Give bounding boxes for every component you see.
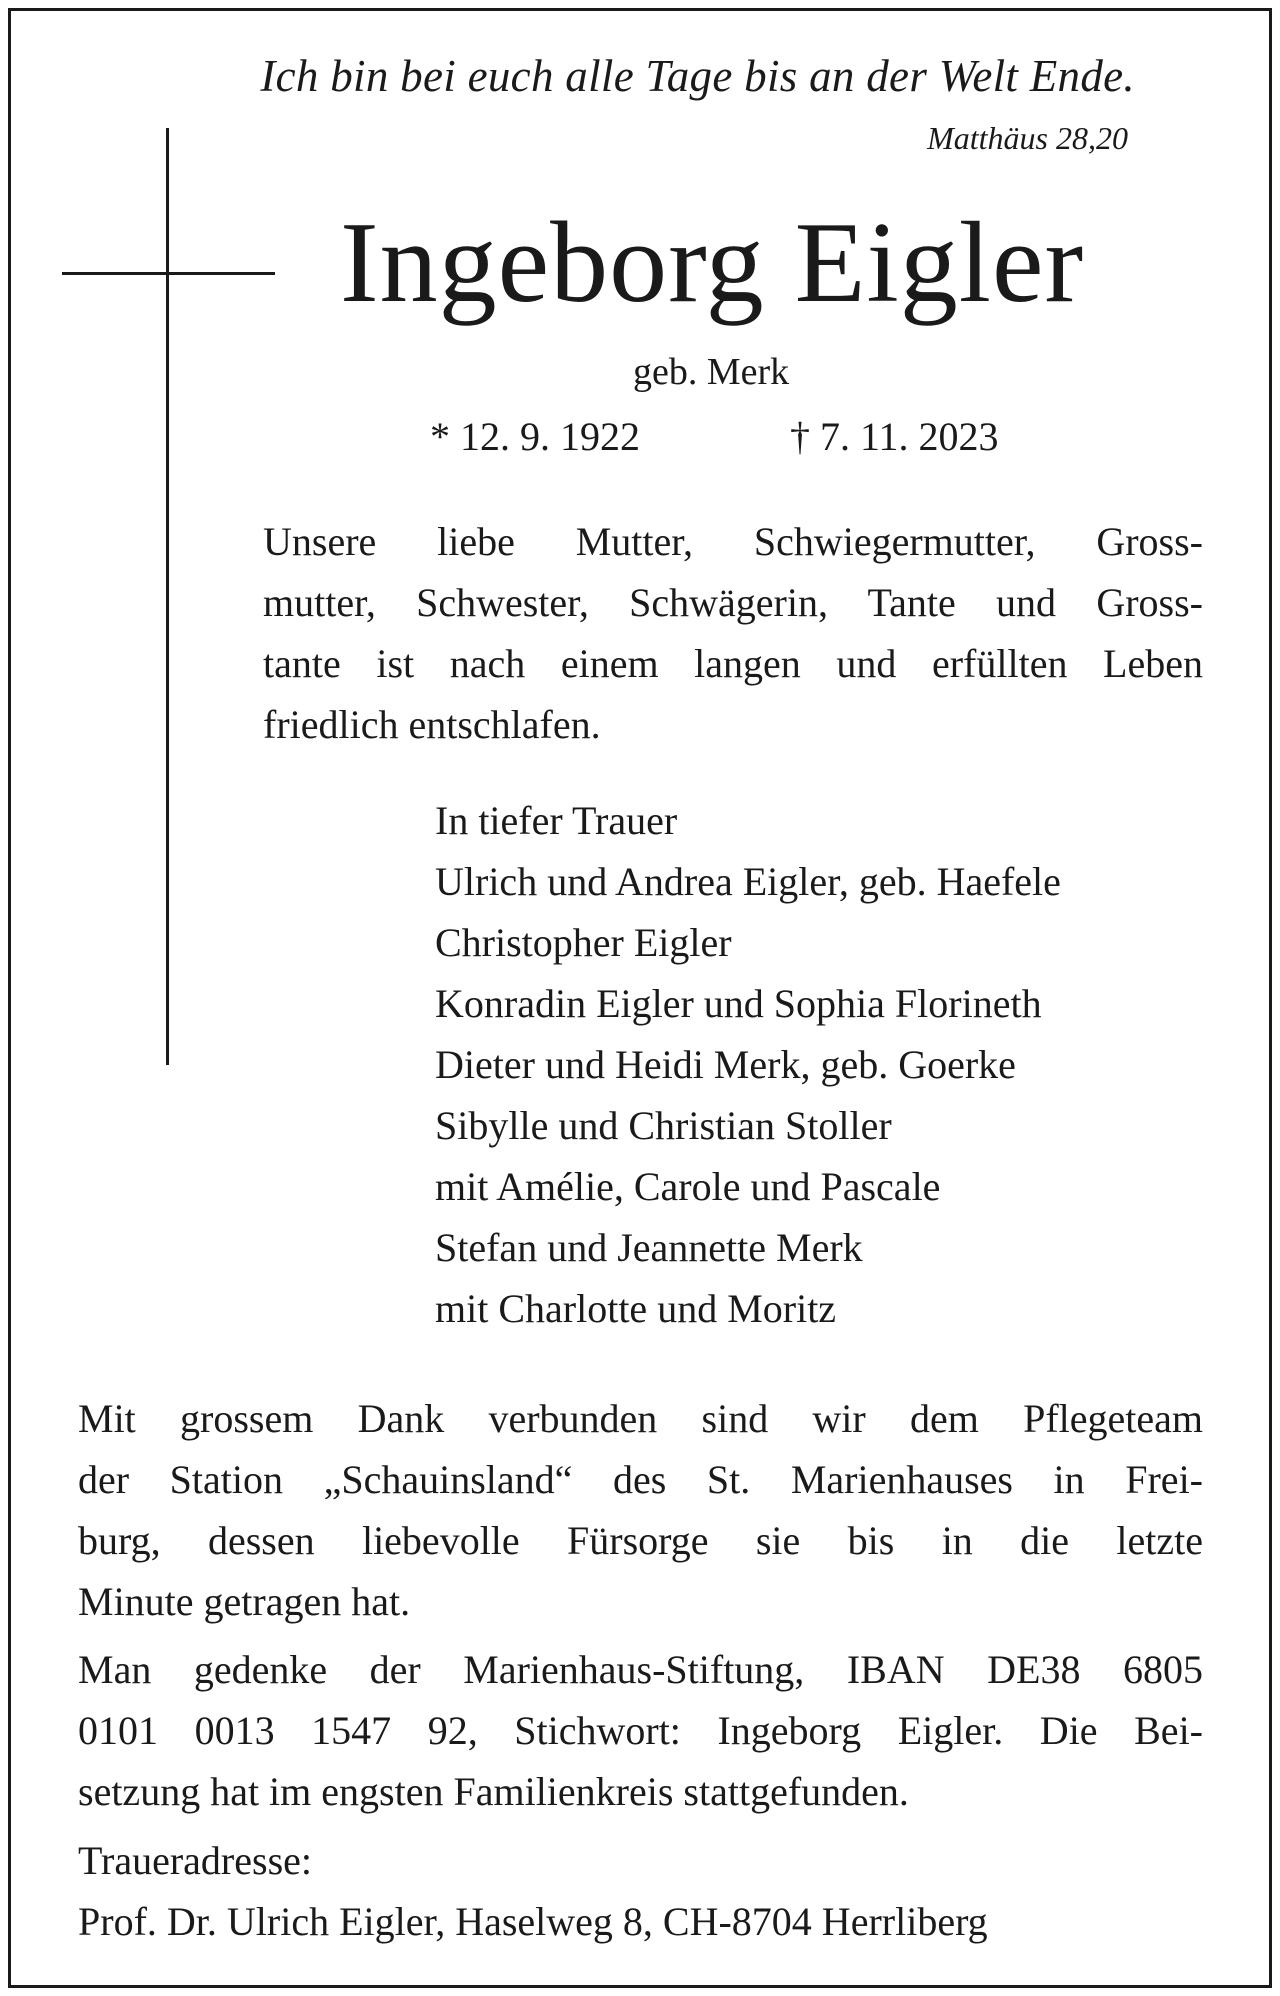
- address-value: Prof. Dr. Ulrich Eigler, Haselweg 8, CH-8704 Herrliberg: [78, 1899, 988, 1944]
- donation-paragraph: [78, 1639, 1203, 1822]
- intro-line: mutter, Schwester, Schwägerin, Tante und Gross-: [263, 580, 1203, 625]
- intro-line: Unsere liebe Mutter, Schwiegermutter, Gross-: [263, 519, 1203, 564]
- intro-line: friedlich entschlafen.: [263, 702, 601, 747]
- mourner-entry: Ulrich und Andrea Eigler, geb. Haefele: [435, 859, 1061, 904]
- intro-paragraph: [263, 511, 1203, 755]
- maiden-name: geb. Merk: [633, 351, 790, 393]
- mourners-heading: In tiefer Trauer: [435, 798, 678, 843]
- thanks-line: der Station „Schauinsland“ des St. Marienhauses in Frei-: [78, 1457, 1203, 1502]
- mourners-list: [435, 790, 1061, 1339]
- mourner-entry: mit Amélie, Carole und Pascale: [435, 1164, 941, 1209]
- birth-date: * 12. 9. 1922: [430, 414, 640, 459]
- thanks-line: burg, dessen liebevolle Fürsorge sie bis in die letzte: [78, 1518, 1203, 1563]
- thanks-line: Mit grossem Dank verbunden sind wir dem Pflegeteam: [78, 1396, 1203, 1441]
- mourner-entry: Stefan und Jeannette Merk: [435, 1225, 863, 1270]
- cross-icon-vertical: [166, 128, 169, 1065]
- bible-verse-reference: Matthäus 28,20: [927, 120, 1128, 156]
- donation-line: setzung hat im engsten Familienkreis stattgefunden.: [78, 1769, 909, 1814]
- thanks-paragraph: [78, 1388, 1203, 1632]
- deceased-name: Ingeborg Eigler: [340, 199, 1085, 327]
- mourner-entry: mit Charlotte und Moritz: [435, 1286, 837, 1331]
- death-date: † 7. 11. 2023: [790, 414, 999, 459]
- mourner-entry: Konradin Eigler und Sophia Florineth: [435, 981, 1042, 1026]
- donation-line: 0101 0013 1547 92, Stichwort: Ingeborg Eigler. Die Bei-: [78, 1708, 1203, 1753]
- thanks-line: Minute getragen hat.: [78, 1579, 411, 1624]
- bible-verse: Ich bin bei euch alle Tage bis an der Welt Ende.: [260, 51, 1135, 101]
- donation-line: Man gedenke der Marienhaus-Stiftung, IBAN DE38 6805: [78, 1647, 1203, 1692]
- mourner-entry: Dieter und Heidi Merk, geb. Goerke: [435, 1042, 1016, 1087]
- mourner-entry: Sibylle und Christian Stoller: [435, 1103, 892, 1148]
- cross-icon-horizontal: [62, 272, 275, 275]
- mourning-address: [78, 1830, 988, 1952]
- mourner-entry: Christopher Eigler: [435, 920, 732, 965]
- address-label: Traueradresse:: [78, 1838, 313, 1883]
- intro-line: tante ist nach einem langen und erfüllten Leben: [263, 641, 1203, 686]
